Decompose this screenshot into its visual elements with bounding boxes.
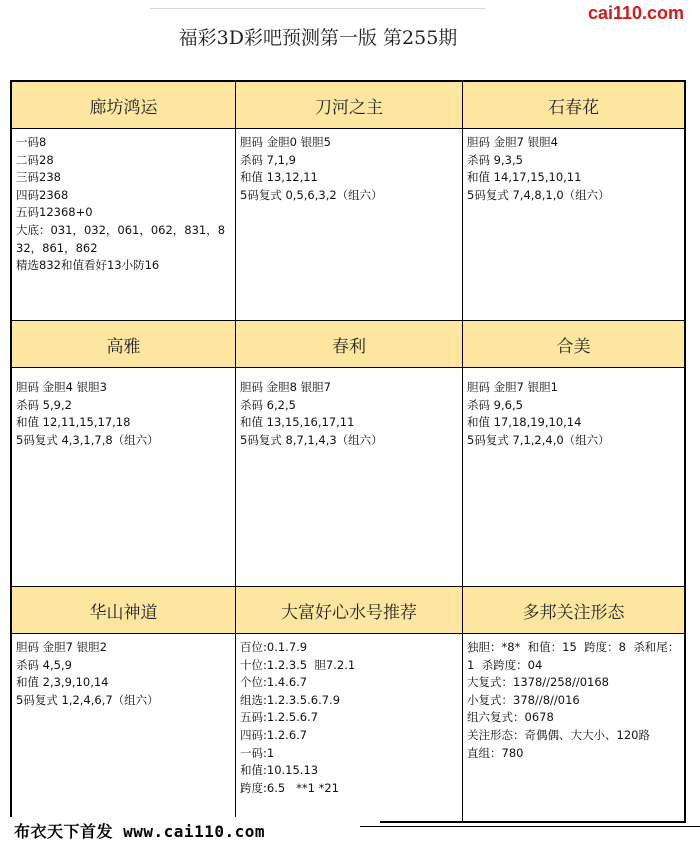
cell-line: 胆码 金胆7 银胆2 bbox=[16, 640, 107, 654]
cell-line: 三码238 bbox=[16, 170, 61, 185]
cell-line: 和值 13,12,11 bbox=[240, 170, 318, 185]
cell-line: 四码2368 bbox=[16, 187, 69, 202]
cell-line: 胆码 金胆8 银胆7 bbox=[240, 380, 331, 394]
cell-line: 关注形态：奇偶偶、大大小、120路 bbox=[467, 727, 650, 742]
cell-line: 胆码 金胆4 银胆3 bbox=[16, 380, 107, 394]
cell-line: 组选:1.2.3.5.6.7.9 bbox=[240, 692, 341, 707]
cell-body bbox=[463, 129, 684, 208]
page-title: 福彩3D彩吧预测第一版 第255期 bbox=[150, 8, 486, 63]
cell-header: 高雅 bbox=[12, 321, 235, 368]
cell-line: 和值 17,18,19,10,14 bbox=[467, 415, 582, 430]
cell-body bbox=[463, 368, 684, 453]
cell-line: 杀码 7,1,9 bbox=[240, 152, 296, 167]
cell-header: 春利 bbox=[236, 321, 462, 368]
cell-shichunhua bbox=[463, 82, 684, 321]
cell-line: 二码28 bbox=[16, 152, 54, 167]
cell-line: 大复式：1378//258//0168 bbox=[467, 675, 609, 690]
cell-line: 小复式：378//8//016 bbox=[467, 692, 580, 707]
cell-line: 和值 14,17,15,10,11 bbox=[467, 170, 582, 185]
cell-header: 大富好心水号推荐 bbox=[236, 587, 462, 634]
cell-body bbox=[463, 634, 684, 766]
cell-line: 5码复式 4,3,1,7,8（组六） bbox=[16, 432, 159, 447]
cell-line: 杀码 4,5,9 bbox=[16, 657, 72, 672]
cell-line: 直组：780 bbox=[467, 745, 524, 760]
footer-watermark: 布衣天下首发 www.cai110.com bbox=[0, 817, 380, 843]
cell-duobang bbox=[463, 587, 684, 821]
cell-line: 精选832和值看好13小防16 bbox=[16, 258, 160, 273]
cell-line: 和值:10.15.13 bbox=[240, 763, 319, 778]
cell-line: 四码:1.2.6.7 bbox=[240, 727, 308, 742]
cell-line: 5码复式 0,5,6,3,2（组六） bbox=[240, 187, 383, 202]
footer-divider bbox=[360, 826, 700, 827]
cell-line: 胆码 金胆7 银胆1 bbox=[467, 380, 558, 394]
cell-line: 五码:1.2.5.6.7 bbox=[240, 710, 319, 725]
cell-line: 个位:1.4.6.7 bbox=[240, 675, 308, 690]
cell-line: 独胆：*8* 和值：15 跨度：8 杀和尾：1 杀跨度：04 bbox=[467, 640, 680, 672]
cell-line: 一码:1 bbox=[240, 745, 275, 760]
cell-dafu bbox=[236, 587, 463, 821]
cell-header: 石春花 bbox=[463, 82, 684, 129]
cell-line: 五码12368+0 bbox=[16, 205, 93, 220]
cell-body bbox=[12, 129, 235, 279]
cell-line: 5码复式 1,2,4,6,7（组六） bbox=[16, 692, 159, 707]
cell-line: 大底：031，032，061，062，831，832，861，862 bbox=[16, 222, 226, 255]
cell-line: 5码复式 8,7,1,4,3（组六） bbox=[240, 432, 383, 447]
cell-header: 多邦关注形态 bbox=[463, 587, 684, 634]
cell-line: 和值 2,3,9,10,14 bbox=[16, 675, 109, 690]
cell-header: 刀河之主 bbox=[236, 82, 462, 129]
cell-body bbox=[12, 368, 235, 453]
cell-line: 杀码 9,6,5 bbox=[467, 397, 523, 412]
cell-line: 跨度:6.5 **1 *21 bbox=[240, 780, 339, 795]
cell-langfang bbox=[12, 82, 236, 321]
cell-line: 杀码 5,9,2 bbox=[16, 397, 72, 412]
cell-hemei bbox=[463, 321, 684, 587]
cell-line: 5码复式 7,4,8,1,0（组六） bbox=[467, 187, 610, 202]
cell-daohe bbox=[236, 82, 463, 321]
cell-chunli bbox=[236, 321, 463, 587]
cell-line: 十位:1.2.3.5 胆7.2.1 bbox=[240, 657, 356, 672]
cell-body bbox=[236, 129, 462, 208]
cell-line: 和值 13,15,16,17,11 bbox=[240, 415, 355, 430]
cell-header: 合美 bbox=[463, 321, 684, 368]
prediction-grid bbox=[10, 80, 686, 823]
cell-line: 百位:0.1.7.9 bbox=[240, 640, 308, 654]
cell-header: 华山神道 bbox=[12, 587, 235, 634]
cell-line: 一码8 bbox=[16, 135, 47, 149]
cell-huashan bbox=[12, 587, 236, 821]
cell-line: 5码复式 7,1,2,4,0（组六） bbox=[467, 432, 610, 447]
cell-line: 和值 12,11,15,17,18 bbox=[16, 415, 131, 430]
cell-line: 组六复式：0678 bbox=[467, 710, 554, 725]
cell-body bbox=[236, 634, 462, 801]
cell-line: 杀码 6,2,5 bbox=[240, 397, 296, 412]
cell-header: 廊坊鸿运 bbox=[12, 82, 235, 129]
cell-line: 杀码 9,3,5 bbox=[467, 152, 523, 167]
cell-line: 胆码 金胆7 银胆4 bbox=[467, 135, 558, 149]
site-logo: cai110.com bbox=[587, 2, 685, 23]
cell-body bbox=[236, 368, 462, 453]
cell-line: 胆码 金胆0 银胆5 bbox=[240, 135, 331, 149]
cell-gaoya bbox=[12, 321, 236, 587]
cell-body bbox=[12, 634, 235, 713]
